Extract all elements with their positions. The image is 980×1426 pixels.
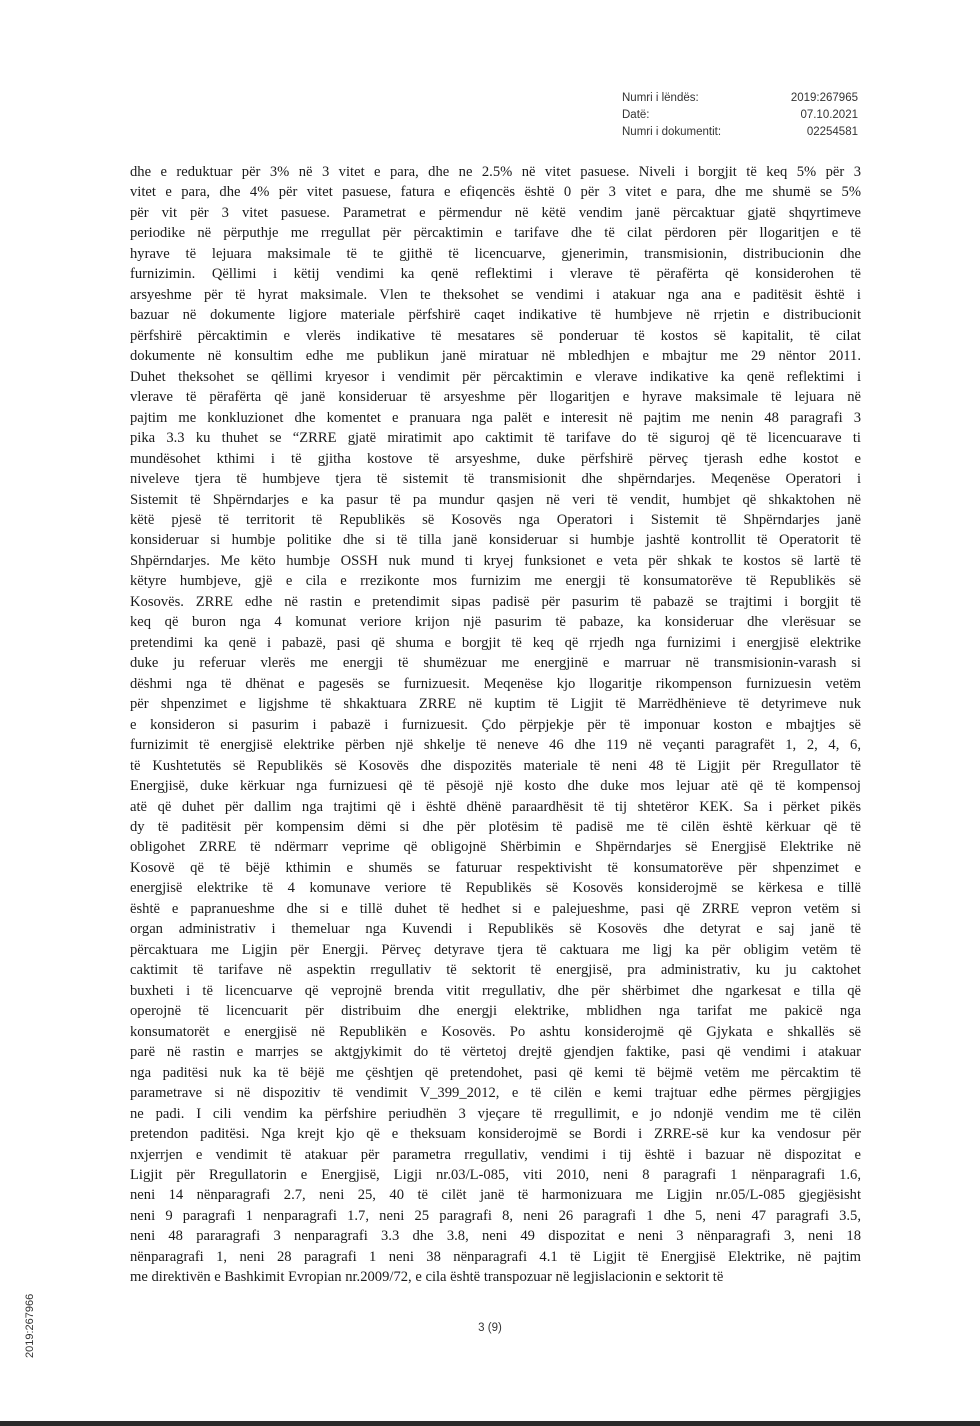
body-line: hyrave të lejuara maksimale të te gjithë të licencuarve, gjenerimin, transmisionin, distribucionin dhe — [130, 245, 861, 262]
body-line: niveleve tjera të humbjeve tjera të sistemit të transmisionit dhe shpërndarjes. Meqenëse Operatori i — [130, 471, 861, 488]
date-row — [622, 107, 858, 124]
body-line: operojnë të licencuarit për distribuim dhe energji elektrike, mblidhen nga tarifat me pakicë nga — [130, 1003, 861, 1020]
body-line: të Kushtetutës së Republikës së Kosovës dhe dispozitës materiale të neni 48 të Ligjit për Rregullator të — [130, 757, 861, 774]
body-line: Duhet theksohet se qëllimi kryesor i vendimit për përcaktimin e vlerave indikative ka qenë reflektimi i — [130, 368, 861, 385]
body-line: pretendon paditësi. Nga krejt kjo që e theksuam konsiderojmë se Bordi i ZRRE-së kur ka vendosur për — [130, 1126, 861, 1143]
case-number-value: 2019:267965 — [790, 92, 858, 104]
document-number-value: 02254581 — [806, 126, 858, 138]
body-line: për vit për 3 vitet pasuese. Parametrat e përmendur në këtë vendim janë përcaktuar gjatë shqyrtimeve — [130, 204, 861, 221]
body-line: Shpërndarjes. Me këto humbje OSSH nuk mund ti kryej funksionet e veta për shkak te kostos së lartë të — [130, 552, 861, 569]
body-line: Sistemit të Shpërndarjes e ka pasur të pa mundur qasjen në veri të vendit, humbjet që shkaktohen në — [130, 491, 861, 508]
body-line: Kosovë që të bëjë kthimin e shumës se faturuar respektivisht të konsumatorëve për shpenzimet e — [130, 859, 861, 876]
body-line: buxheti i të licencuarve që veprojnë brenda vitit rregullativ, dhe për shërbimet dhe ngarkesat e tilla që — [130, 982, 861, 999]
case-number-label: Numri i lëndës: — [622, 92, 699, 104]
date-value: 07.10.2021 — [800, 109, 858, 121]
body-line: konsumatorët e energjisë në Republikën e Kosovës. Po ashtu konsiderojmë që Gjykata e shkallës së — [130, 1023, 861, 1040]
body-line: duke ju referuar vlerës me energji të shumëzuar me energjinë e marruar në transmisionin-varash si — [130, 655, 861, 672]
body-line: nga paditësi nuk ka të bëjë me çështjen që pretendohet, pasi që kemi të bëjmë vetëm me përcaktim të — [130, 1064, 861, 1081]
page-number: 3 (9) — [478, 1322, 502, 1334]
body-line: neni 14 nënparagrafi 2.7, neni 25, 40 të cilët janë të harmonizuara me Ligjin nr.05/L-085 gjegjësisht — [130, 1187, 861, 1204]
body-line: vlerave të përafërta që janë konsideruar të arsyeshme për llogaritjen e hyrave maksimale të lejuara në — [130, 389, 861, 406]
body-line: këtyre humbjeve, gjë e cila e rrezikonte mos furnizim me energji të konsumatorëve të Republikës së — [130, 573, 861, 590]
body-line: nxjerrjen e vendimit të atakuar për parametra rregullativ, vendimi i tij është i bazuar në dispozitat e — [130, 1146, 861, 1163]
body-line: energjisë elektrike të 4 komunave veriore të Republikës së Kosovës konsiderojmë se kërkesa e tillë — [130, 880, 861, 897]
date-label: Datë: — [622, 109, 650, 121]
body-line: arsyeshme për të hyrat maksimale. Vlen te theksohet se vendimi i atakuar nga ana e paditësit është i — [130, 286, 861, 303]
case-number-row — [622, 90, 858, 107]
body-line: dokumente në konsultim edhe me publikun janë miratuar në mbledhjen e mbajtur me 29 nëntor 2011. — [130, 348, 861, 365]
body-line: vitet e para, dhe 4% për vitet pasuese, fatura e efiqencës është 0 për 3 vitet e para, dhe me shumë se 5% — [130, 184, 861, 201]
body-line: furnizimin. Qëllimi i këtij vendimi ka qenë reflektimi i vlerave të përafërta që konsiderohen të — [130, 266, 861, 283]
body-line: e konsideron si pasurim i pabazë i furnizuesit. Çdo përpjekje për të imponuar koston e mbajtjes së — [130, 716, 861, 733]
body-text — [130, 162, 861, 1288]
body-line: pajtim me konkluzionet dhe komentet e pranuara nga palët e interesit në pajtim me nenin 48 paragrafi 3 — [130, 409, 861, 426]
body-line: dëshmi nga të dhënat e pagesës se furnizuesit. Meqenëse kjo llogaritje rikompenson furnizuesin vetëm — [130, 675, 861, 692]
body-line: Kosovës. ZRRE edhe në rastin e pretendimit sipas padisë për pasurim të pabazë se trajtimi i borgjit të — [130, 593, 861, 610]
body-line: përcaktuara me Ligjin për Energji. Përveç detyrave tjera të caktuara me ligj ka për obligim vetëm të — [130, 941, 861, 958]
body-line: Ligjit për Rregullatorin e Energjisë, Ligji nr.03/L-085, viti 2010, neni 8 paragrafi 1 nënparagrafi 1.6, — [130, 1166, 861, 1183]
body-line: për shpenzimet e ligjshme të shkaktuara ZRRE në kuptim të Ligjit të Marrëdhënieve të detyrimeve nuk — [130, 696, 861, 713]
body-line: mundësohet kthimi i të gjitha kostove të arsyeshme, duke përfshirë përveç tjerash edhe kostot e — [130, 450, 861, 467]
body-line: neni 48 pararagrafi 3 nenparagrafi 3.3 dhe 3.8, neni 49 dispozitat e neni 3 nënparagrafi 3, neni 18 — [130, 1228, 861, 1245]
body-line: këtë pjesë të territorit të Republikës së Kosovës nga Operatori i Sistemit të Shpërndarjes janë — [130, 511, 861, 528]
body-line: me direktivën e Bashkimit Evropian nr.2009/72, e cila është transpozuar në legjislacionin e sektorit të — [130, 1269, 724, 1286]
body-line: neni 9 paragrafi 1 nenparagrafi 1.7, neni 25 paragrafi 8, neni 26 paragrafi 1 dhe 5, neni 47 paragrafi 3.5, — [130, 1207, 861, 1224]
body-line: pika 3.3 ku thuhet se “ZRRE gjatë miratimit apo caktimit të tarifave do të siguroj që të licencuarave ti — [130, 430, 861, 447]
body-line: caktimit të tarifave në aspektin rregullativ të sektorit të energjisë, pra administrativ, ku ju caktohet — [130, 962, 861, 979]
case-metadata — [622, 90, 858, 141]
body-line: organ administrativ i themeluar nga Kuvendi i Republikës së Kosovës dhe detyrat e saj janë të — [130, 921, 861, 938]
body-line: parametrave si në dispozitiv të vendimit V_399_2012, e të cilën e kemi trajtuar edhe përmes përgjigjes — [130, 1085, 861, 1102]
body-line: përfshirë përcaktimin e vlerës indikative të mesatares së ponderuar të kostos së kapitalit, të cilat — [130, 327, 861, 344]
body-line: keq që buron nga 4 komunat veriore krijon një pasurim të pabaze, ka konsideruar dhe vlerësuar se — [130, 614, 861, 631]
document-number-row — [622, 124, 858, 141]
body-line: Energjisë, duke kërkuar nga furnizuesi që të pësojë një kosto dhe duke mos lejuar atë që të kompensoj — [130, 778, 861, 795]
body-line: bazuar në dokumente ligjore materiale përfshirë caqet indikative të humbjeve në rrjetin e distribucionit — [130, 307, 861, 324]
body-line: nënparagrafi 1, neni 28 paragrafi 1 neni 38 nënparagrafi 4.1 të Ligjit të Energjisë Elektrike, në pajtim — [130, 1248, 861, 1265]
body-line: parë në rastin e marrjes se aktgjykimit do të vërtetoj drejtë gjendjen faktike, pasi që vendimi i atakuar — [130, 1044, 861, 1061]
body-line: obligohet ZRRE të ndërmarr veprime që obligojnë Shërbimin e Shpërndarjes së Energjisë Elektrike në — [130, 839, 861, 856]
bottom-edge-bar — [0, 1421, 980, 1426]
body-line: furnizimit të energjisë elektrike përben një shkelje të neneve 46 dhe 119 në veçanti paragrafët 1, 2, 4, 6, — [130, 737, 861, 754]
body-line: konsideruar si humbje politike dhe si të tilla janë konsideruar si humbje jashtë kontrollit të Operatorit të — [130, 532, 861, 549]
side-stamp: 2019:267966 — [24, 1293, 36, 1358]
body-line: është e papranueshme dhe si e tillë duhet të hedhet si e palejueshme, pasi që ZRRE vepron vetëm si — [130, 900, 861, 917]
document-number-label: Numri i dokumentit: — [622, 126, 722, 138]
body-line: atë që duhet për dallim nga trajtimi që i është dhënë paraardhësit të tij shtetëror KEK. Sa i përket pikës — [130, 798, 861, 815]
body-line: periodike në përputhje me rregullat për përcaktimin e tarifave dhe të cilat përdoren për llogaritjen e të — [130, 225, 861, 242]
body-line: dy të paditësit për kompensim dëmi si dhe për plotësim të padisë me të cilën është kërkuar që të — [130, 819, 861, 835]
body-line: pretendimi ka qenë i pabazë, pasi që shuma e borgjit të keq që rrjedh nga furnizimi i energjisë elektrike — [130, 634, 861, 651]
body-line: dhe e reduktuar për 3% në 3 vitet e para, dhe ne 2.5% në vitet pasuese. Niveli i borgjit të keq 5% për 3 — [130, 164, 861, 180]
body-line: ne padi. I cili vendim ka përfshire periudhën 3 vjeçare të rregullimit, e jo ndonjë vendim me të cilën — [130, 1105, 861, 1122]
